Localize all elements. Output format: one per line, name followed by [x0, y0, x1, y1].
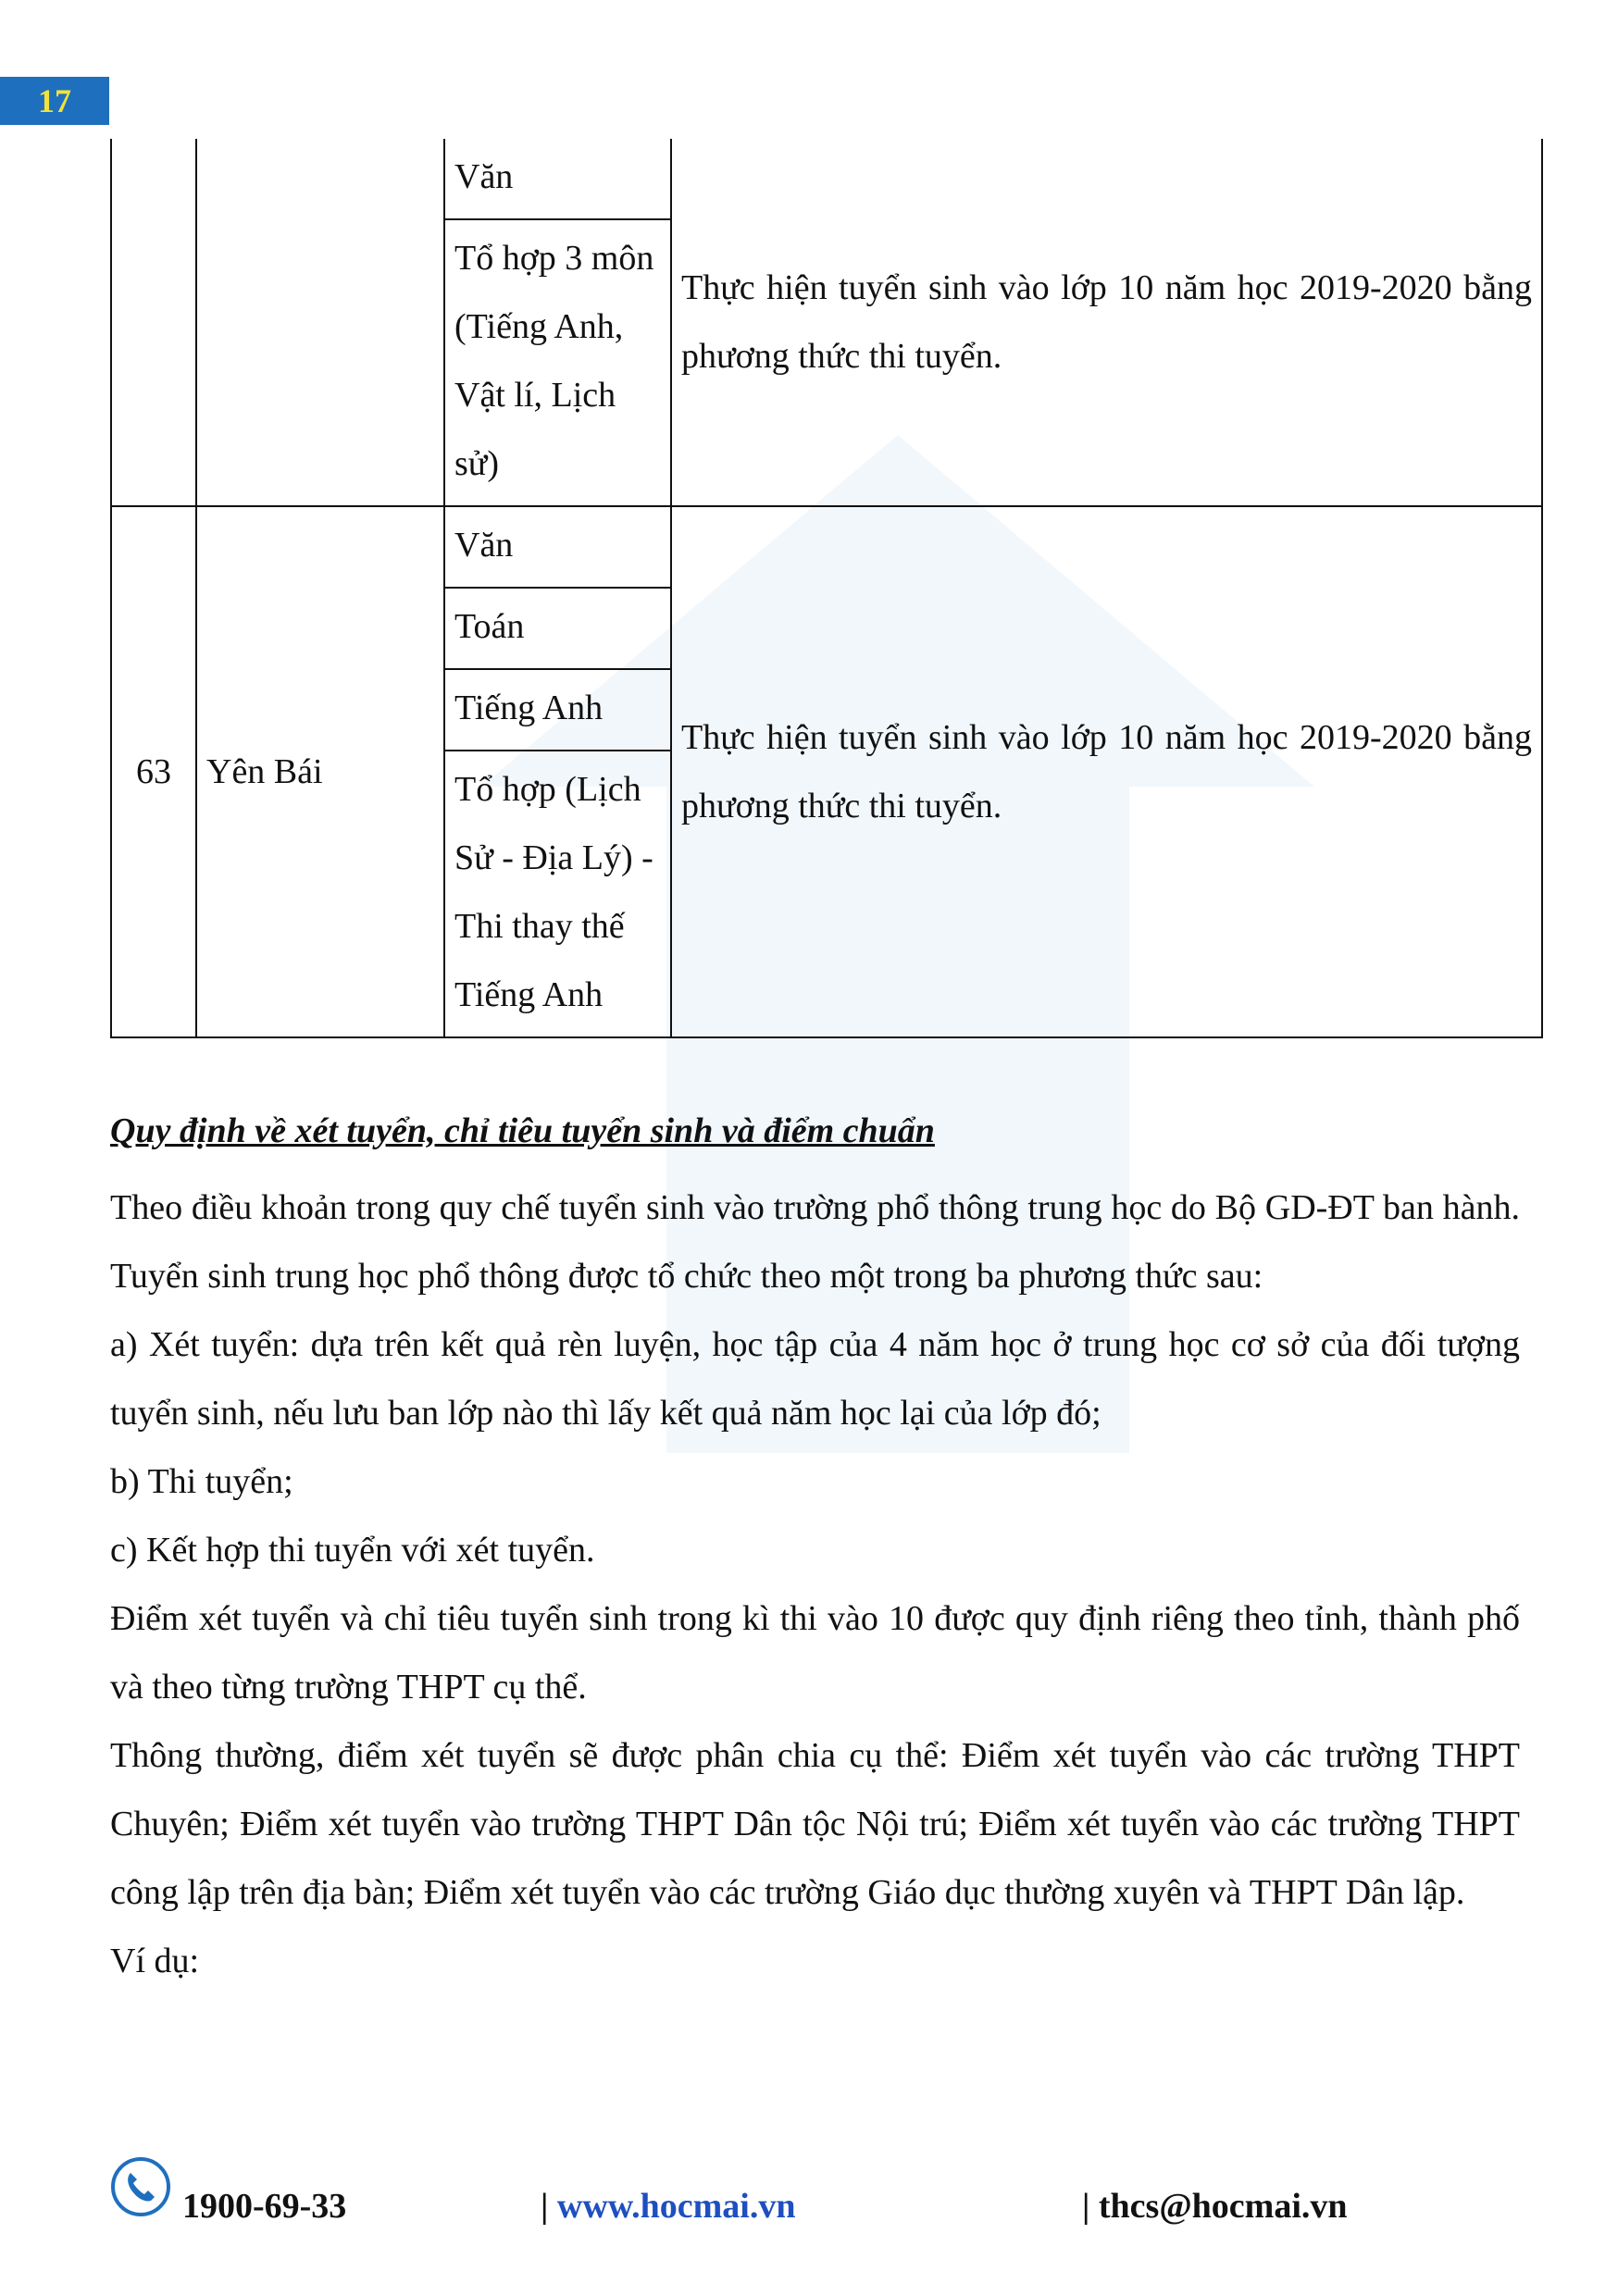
province-cell: Yên Bái [196, 506, 444, 1037]
subject-cell: Tổ hợp 3 môn (Tiếng Anh, Vật lí, Lịch sử) [444, 219, 671, 506]
footer-phone[interactable]: 1900-69-33 [182, 2187, 347, 2226]
subject-cell: Toán [444, 588, 671, 669]
paragraph: Theo điều khoản trong quy chế tuyển sinh vào trường phổ thông trung học do Bộ GD-ĐT ban hành. Tuyển sinh trung học phổ thông được tổ chức theo một trong ba phương thức sau: [110, 1188, 1520, 1296]
phone-icon [110, 2156, 171, 2217]
page-number-badge: 17 [0, 77, 109, 125]
footer-email[interactable]: | thcs@hocmai.vn [1082, 2187, 1348, 2226]
subject-cell: Văn [444, 506, 671, 588]
footer [110, 2156, 1526, 2240]
description-cell: Thực hiện tuyển sinh vào lớp 10 năm học 2019-2020 bằng phương thức thi tuyển. [671, 506, 1542, 1037]
province-cell [196, 139, 444, 506]
table-row [111, 506, 1542, 588]
row-number: 63 [111, 506, 196, 1037]
section-heading: Quy định về xét tuyển, chỉ tiêu tuyển sinh và điểm chuẩn [110, 1111, 935, 1150]
paragraph: a) Xét tuyển: dựa trên kết quả rèn luyện, học tập của 4 năm học ở trung học cơ sở của đối tượng tuyển sinh, nếu lưu ban lớp nào thì lấy kết quả năm học lại của lớp đó; [110, 1325, 1520, 1433]
row-number [111, 139, 196, 506]
footer-website[interactable]: | www.hocmai.vn [541, 2187, 796, 2226]
body-text [110, 1173, 1520, 1995]
paragraph: b) Thi tuyển; [110, 1462, 293, 1501]
paragraph: c) Kết hợp thi tuyển với xét tuyển. [110, 1531, 595, 1570]
subject-cell: Tổ hợp (Lịch Sử - Địa Lý) - Thi thay thế Tiếng Anh [444, 751, 671, 1037]
description-cell: Thực hiện tuyển sinh vào lớp 10 năm học 2019-2020 bằng phương thức thi tuyển. [671, 139, 1542, 506]
subject-cell: Văn [444, 139, 671, 219]
paragraph: Thông thường, điểm xét tuyển sẽ được phân chia cụ thể: Điểm xét tuyển vào các trường THPT Chuyên; Điểm xét tuyển vào trường THPT Dân tộc Nội trú; Điểm xét tuyển vào các trường THPT công lập trên địa bàn; Điểm xét tuyển vào các trường Giáo dục thường xuyên và THPT Dân lập. [110, 1736, 1520, 1912]
paragraph: Điểm xét tuyển và chỉ tiêu tuyển sinh trong kì thi vào 10 được quy định riêng theo tỉnh, thành phố và theo từng trường THPT cụ thể. [110, 1599, 1520, 1706]
paragraph: Ví dụ: [110, 1942, 200, 1980]
subject-cell: Tiếng Anh [444, 669, 671, 751]
admission-table [110, 139, 1543, 1038]
table-row [111, 139, 1542, 219]
